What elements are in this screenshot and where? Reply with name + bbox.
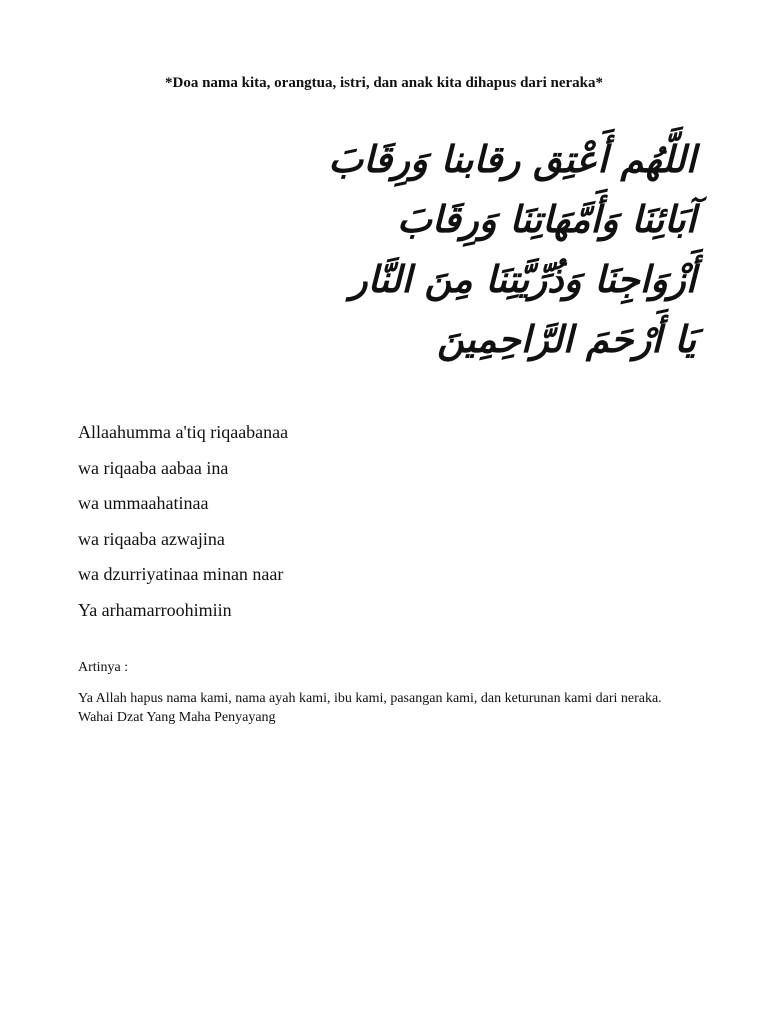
arabic-line: آبَائِنَا وَأَمَّهَاتِنَا وَرِقَابَ: [397, 198, 696, 241]
transliteration-line: wa riqaaba azwajina: [78, 528, 225, 549]
transliteration-line: wa riqaaba aabaa ina: [78, 457, 229, 478]
meaning-label: Artinya :: [78, 660, 129, 675]
arabic-prayer: [96, 130, 696, 370]
transliteration-line: wa ummaahatinaa: [78, 493, 209, 513]
arabic-line: أَزْوَاجِنَا وَذُرِّيَّتِنَا مِنَ النَّار: [349, 258, 696, 301]
arabic-line: اللَّهُم أَعْتِق رقابنا وَرِقَابَ: [328, 138, 696, 181]
transliteration-line: wa dzurriyatinaa minan naar: [78, 564, 284, 584]
meaning-text: Ya Allah hapus nama kami, nama ayah kami, ibu kami, pasangan kami, dan keturunan kami dari neraka. Wahai Dzat Yang Maha Penyayang: [78, 691, 662, 725]
document-title: *Doa nama kita, orangtua, istri, dan anak kita dihapus dari neraka*: [164, 75, 603, 91]
transliteration-line: Ya arhamarroohimiin: [78, 599, 232, 620]
arabic-line: يَا أَرْحَمَ الرَّاحِمِينَ: [437, 318, 696, 361]
transliteration-line: Allaahumma a'tiq riqaabanaa: [78, 422, 289, 442]
transliteration: [78, 420, 288, 633]
